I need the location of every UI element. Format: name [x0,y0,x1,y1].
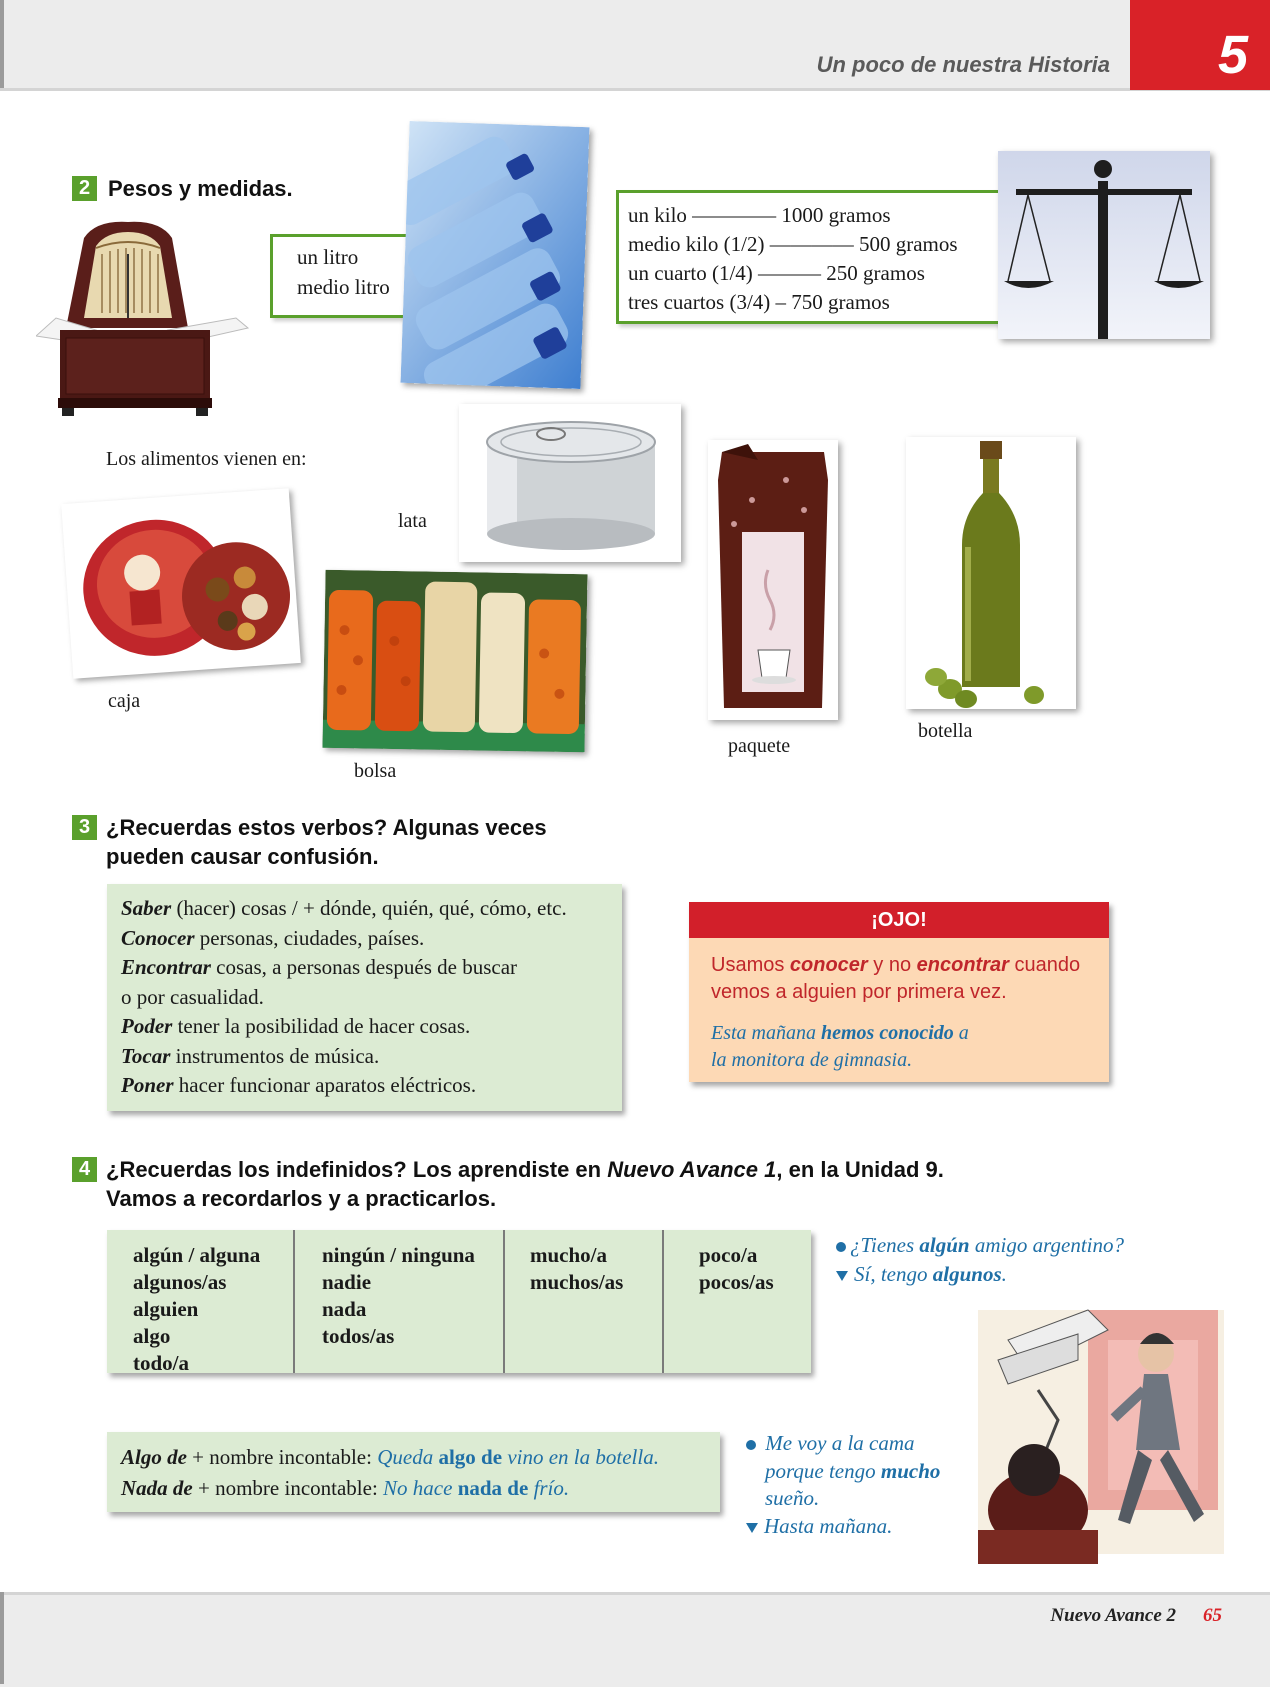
dialog-example-2 [746,1430,940,1540]
text-run: ¿Tienes [850,1233,920,1257]
cartoon-illustration [968,1300,1234,1564]
exercise-title [106,1155,944,1213]
verb-term: Encontrar [121,955,211,979]
exercise-title-line: ¿Recuerdas estos verbos? Algunas veces [106,815,547,840]
bags-image [322,570,587,753]
label-caja: caja [108,690,141,712]
can-image [459,404,681,562]
text-run: Sí, tengo [854,1262,933,1286]
verb-term: Poder [121,1014,173,1038]
rule-line [121,1473,659,1504]
verb-line [121,953,567,983]
verb-meaning: cosas, a personas después de buscar [210,955,518,979]
bullet-triangle-icon [836,1271,848,1281]
tin-box-image [61,488,301,678]
indefinites-column [322,1242,475,1350]
text-run: Hasta mañana. [764,1513,893,1538]
volume-item: un litro [297,245,359,269]
verb-term: Saber [121,896,172,920]
text-run: cuando [1008,954,1081,976]
indefinite-word: algunos/as [133,1270,227,1294]
footer-rule [0,1592,4,1684]
exercise-number: 4 [72,1157,97,1182]
verb-term: Poner [121,1073,174,1097]
text-run: y no [867,954,917,976]
verb-term: Tocar [121,1043,171,1068]
text-run: Usamos [711,954,790,976]
emphasis: algunos [932,1262,1002,1286]
indefinite-word: todo/a [133,1351,190,1375]
unit-badge [1130,0,1270,90]
example-text: frío. [528,1476,570,1500]
indefinite-word: algún / alguna [133,1243,261,1267]
emphasis: hemos conocido [821,1022,954,1044]
verb-meaning: personas, ciudades, países. [194,925,425,950]
weights-box [616,190,1008,324]
verbs-list [121,894,567,1101]
containers-intro: Los alimentos vienen en: [106,448,307,470]
weight-item: un kilo ———— 1000 gramos [628,203,891,227]
column-divider [293,1230,295,1373]
ojo-title: ¡OJO! [689,902,1109,938]
text-run: a [953,1022,969,1044]
section-title: Un poco de nuestra Historia [816,52,1110,77]
indefinite-word: todos/as [322,1324,395,1348]
rule-term: Nada de [121,1476,193,1500]
algo-nada-text [121,1442,659,1504]
verbs-box [107,884,622,1111]
verb-line [121,983,567,1013]
verb-term: Conocer [121,925,195,950]
coffee-package-image [708,440,838,720]
emphasis: algún [919,1233,970,1257]
text-run: + nombre incontable: [186,1445,378,1469]
dialog-line [746,1513,940,1541]
indefinites-table [107,1230,811,1373]
dialog-example-1 [836,1231,1124,1289]
indefinite-word: nadie [322,1270,372,1294]
verb-meaning: (hacer) cosas / + dónde, quién, qué, cómo, etc. [171,896,567,920]
ojo-example [711,1020,969,1074]
exercise-number: 2 [72,176,97,201]
dialog-line [746,1485,940,1513]
text-run: ¿Recuerdas los indefinidos? Los aprendiste en [106,1157,608,1182]
dialog-line [746,1458,940,1486]
indefinite-word: alguien [133,1297,199,1321]
example-text: Queda [377,1445,439,1469]
text-run: sueño. [765,1486,820,1510]
verb-line [121,1012,567,1042]
verb-line [121,924,567,954]
verb-meaning: hacer funcionar aparatos eléctricos. [173,1073,477,1097]
column-divider [503,1230,505,1373]
indefinite-word: nada [322,1297,367,1321]
emphasis: nada de [457,1476,529,1500]
oil-bottle-image [906,437,1076,709]
kitchen-scale-image [36,218,268,423]
emphasis: mucho [880,1458,941,1483]
text-run: , en la Unidad 9. [776,1157,944,1182]
exercise-title-line: pueden causar confusión. [106,844,379,869]
indefinites-column [530,1242,623,1296]
label-bolsa: bolsa [354,760,397,782]
indefinite-word: muchos/as [530,1270,624,1294]
indefinites-column [699,1242,774,1296]
unit-number: 5 [1217,25,1248,85]
indefinite-word: mucho/a [530,1243,608,1267]
emphasis: conocer [789,954,868,976]
rule-line [121,1442,659,1473]
indefinite-word: ningún / ninguna [322,1243,475,1267]
verb-meaning: tener la posibilidad de hacer cosas. [172,1014,471,1038]
volume-box [270,234,422,318]
indefinites-column [133,1242,260,1377]
ojo-explanation [711,952,1080,1006]
exercise-title: Pesos y medidas. [108,176,293,201]
verb-line [121,894,567,924]
text-run: Esta mañana [711,1022,821,1044]
emphasis: algo de [438,1445,503,1469]
volume-item: medio litro [297,275,390,299]
example-text: No hace [383,1476,458,1500]
text-run: porque tengo [765,1458,881,1483]
verb-meaning: o por casualidad. [121,984,264,1009]
exercise-number: 3 [72,815,97,840]
verb-line [121,1071,567,1101]
dialog-question [836,1231,1124,1260]
rule-term: Algo de [121,1445,187,1469]
label-paquete: paquete [728,735,791,757]
book-title: Nuevo Avance 2 [1050,1605,1176,1626]
weight-item: un cuarto (1/4) ——— 250 gramos [628,261,925,285]
page-number: 65 [1203,1605,1222,1626]
verb-line [121,1042,567,1072]
text-run: Me voy a la cama [765,1431,915,1455]
text-run: amigo argentino? [969,1233,1125,1257]
balance-scale-image [998,151,1210,339]
exercise-title [106,813,547,871]
indefinite-word: algo [133,1324,171,1348]
bullet-dot-icon [836,1242,846,1252]
ojo-note [689,902,1109,1082]
weight-item: medio kilo (1/2) ———— 500 gramos [628,232,958,256]
label-lata: lata [398,510,427,532]
text-run: . [1001,1262,1007,1286]
bullet-dot-icon [746,1440,756,1450]
indefinite-word: pocos/as [699,1270,774,1294]
column-divider [662,1230,664,1373]
verb-meaning: instrumentos de música. [170,1043,380,1068]
indefinite-word: poco/a [699,1243,758,1267]
exercise-title-line [106,1155,944,1184]
label-botella: botella [918,720,973,742]
bullet-triangle-icon [746,1523,758,1533]
book-title: Nuevo Avance 1 [607,1157,777,1182]
text-run: + nombre incontable: [192,1476,384,1500]
header-rule [0,0,4,88]
water-bottles-image [400,121,589,389]
text-run: la monitora de gimnasia. [711,1049,913,1071]
emphasis: encontrar [916,954,1009,976]
text-run: vemos a alguien por primera vez. [711,981,1007,1003]
weight-item: tres cuartos (3/4) – 750 gramos [628,290,890,314]
dialog-answer [836,1260,1124,1289]
exercise-title-line: Vamos a recordarlos y a practicarlos. [106,1186,497,1211]
algo-nada-box [107,1432,720,1512]
example-text: vino en la botella. [502,1445,659,1469]
dialog-line [746,1430,940,1458]
